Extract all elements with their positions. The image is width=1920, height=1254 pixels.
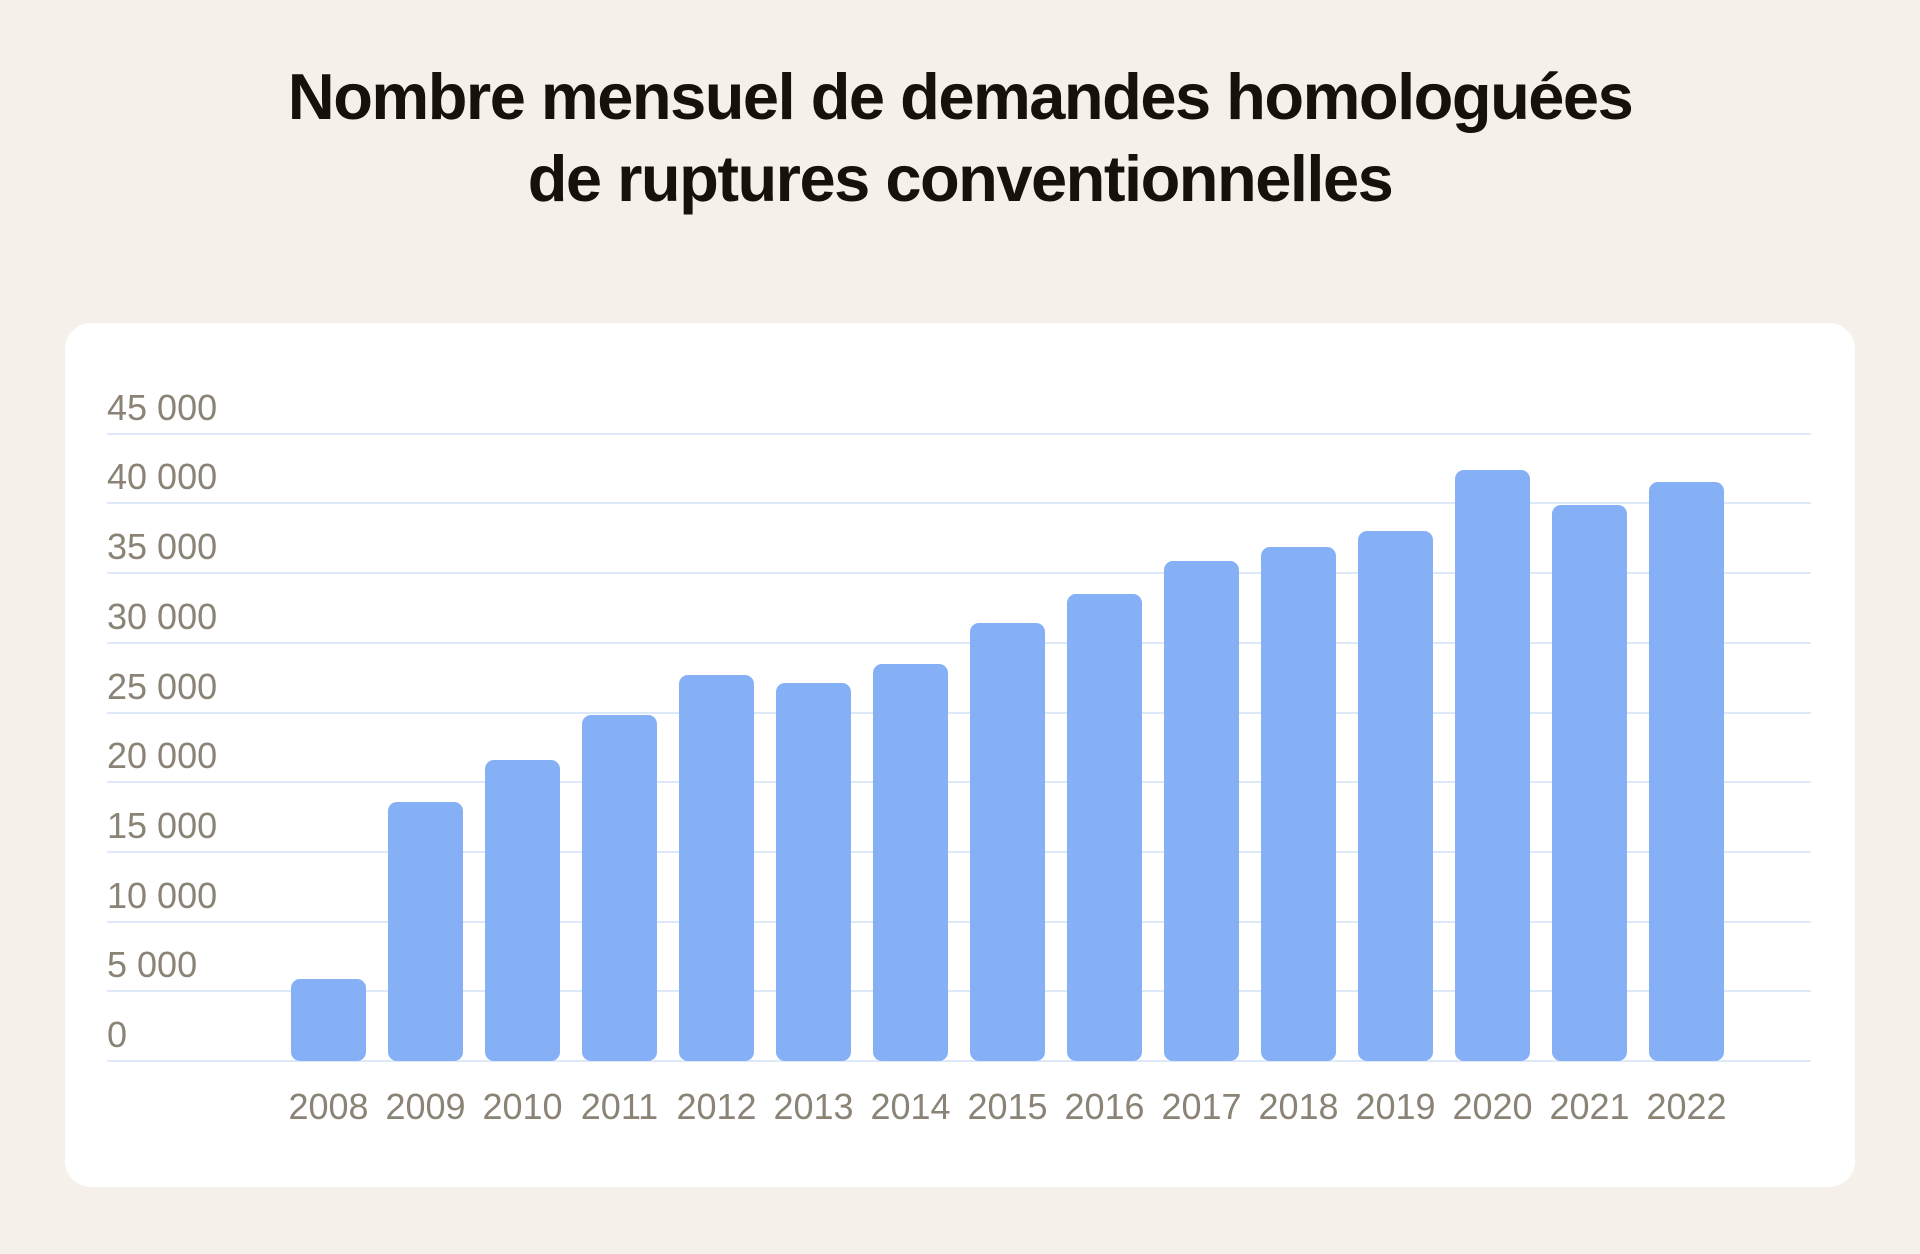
y-axis-tick-label-20000: 20 000 <box>107 735 218 777</box>
bar-2011 <box>582 715 657 1061</box>
bar-2015 <box>970 623 1045 1061</box>
x-axis-tick-label-2022: 2022 <box>1646 1086 1727 1127</box>
gridline-45000 <box>107 433 1811 435</box>
bar-2016 <box>1067 594 1142 1061</box>
y-axis-tick-label-10000: 10 000 <box>107 874 218 916</box>
y-axis-tick-label-40000: 40 000 <box>107 456 218 498</box>
bar-2009 <box>388 802 463 1061</box>
bar-2018 <box>1261 547 1336 1061</box>
x-axis-tick-label-2013: 2013 <box>773 1086 854 1127</box>
bar-2013 <box>776 683 851 1061</box>
x-axis-tick-label-2015: 2015 <box>967 1086 1048 1127</box>
chart-title-line-1: Nombre mensuel de demandes homologuées <box>287 60 1633 133</box>
bar-chart-plot <box>65 323 1855 1187</box>
y-axis-tick-label-35000: 35 000 <box>107 526 218 568</box>
x-axis-tick-label-2009: 2009 <box>385 1086 466 1127</box>
gridline-0 <box>107 1060 1811 1062</box>
x-axis-tick-label-2014: 2014 <box>870 1086 951 1127</box>
chart-title-line-2: de ruptures conventionnelles <box>527 142 1393 215</box>
x-axis-tick-label-2018: 2018 <box>1258 1086 1339 1127</box>
chart-title <box>0 56 1920 220</box>
y-axis-tick-label-25000: 25 000 <box>107 665 218 707</box>
gridline-40000 <box>107 502 1811 504</box>
bar-2010 <box>485 760 560 1061</box>
x-axis-tick-label-2021: 2021 <box>1549 1086 1630 1127</box>
x-axis-tick-label-2017: 2017 <box>1161 1086 1242 1127</box>
y-axis-tick-label-45000: 45 000 <box>107 386 218 428</box>
bar-2014 <box>873 664 948 1061</box>
bar-2020 <box>1455 470 1530 1061</box>
x-axis-tick-label-2019: 2019 <box>1355 1086 1436 1127</box>
bar-2019 <box>1358 531 1433 1061</box>
bar-2012 <box>679 675 754 1061</box>
bar-2017 <box>1164 561 1239 1061</box>
x-axis-tick-label-2011: 2011 <box>580 1086 659 1127</box>
bar-2008 <box>291 979 366 1061</box>
bar-2021 <box>1552 505 1627 1061</box>
x-axis-tick-label-2020: 2020 <box>1452 1086 1533 1127</box>
x-axis-tick-label-2016: 2016 <box>1064 1086 1145 1127</box>
x-axis-tick-label-2008: 2008 <box>288 1086 369 1127</box>
y-axis-tick-label-30000: 30 000 <box>107 595 218 637</box>
y-axis-tick-label-15000: 15 000 <box>107 804 218 846</box>
y-axis-tick-label-0: 0 <box>107 1014 128 1055</box>
y-axis-tick-label-5000: 5 000 <box>107 944 198 986</box>
x-axis-tick-label-2010: 2010 <box>482 1086 563 1127</box>
bar-2022 <box>1649 482 1724 1061</box>
x-axis-tick-label-2012: 2012 <box>676 1086 757 1127</box>
chart-card <box>65 323 1855 1187</box>
